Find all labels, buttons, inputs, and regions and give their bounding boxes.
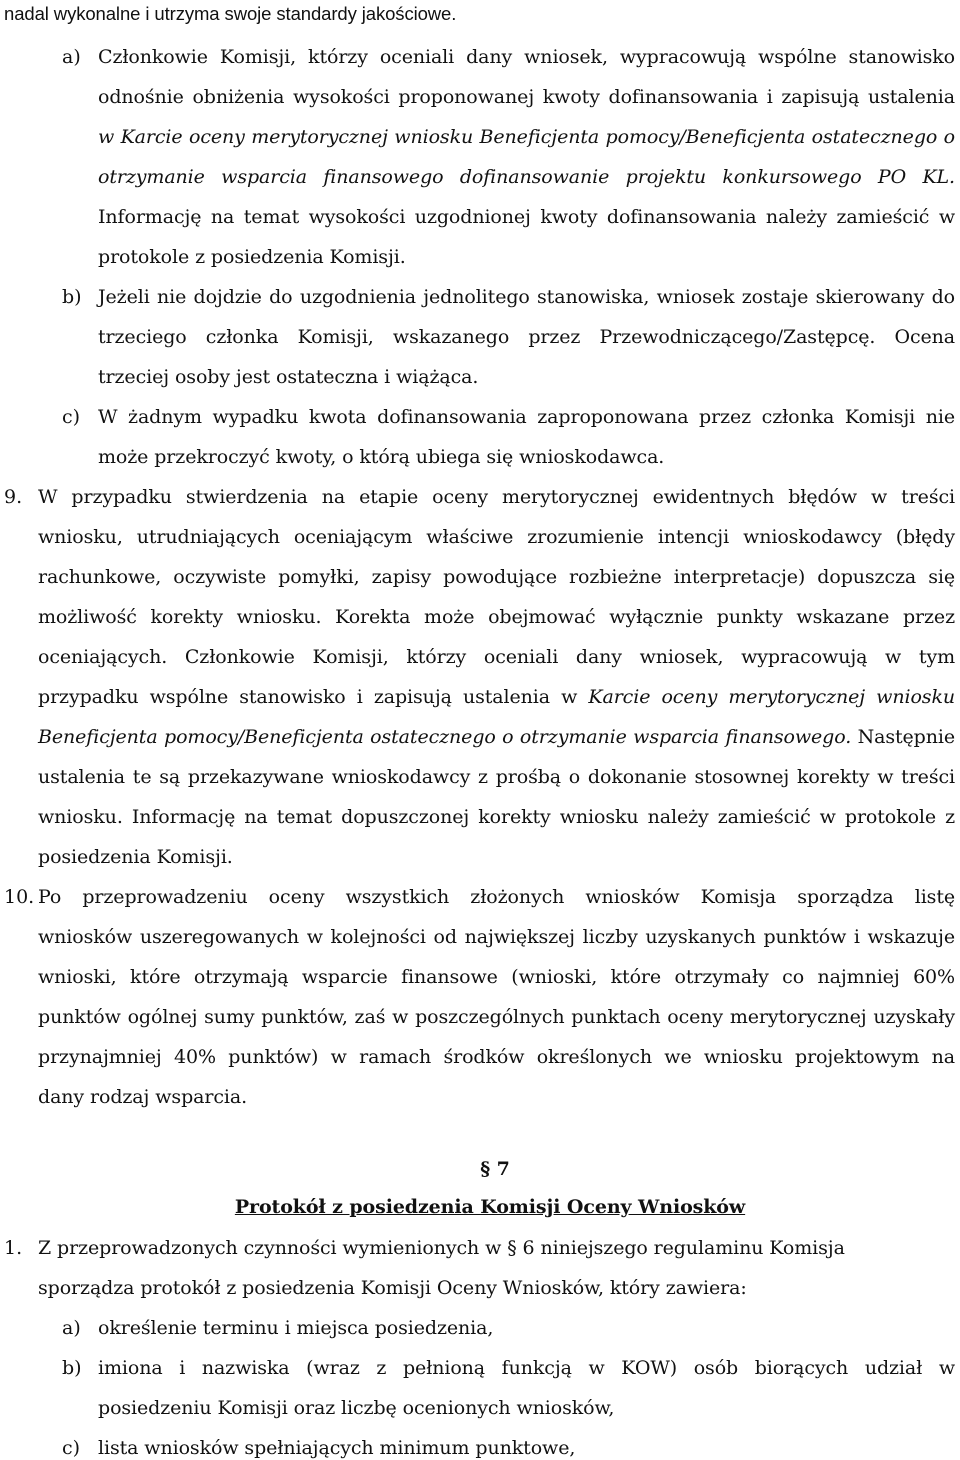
text-line: protokole z posiedzenia Komisji. (98, 246, 406, 268)
list-marker: 9. (4, 486, 23, 508)
list-marker: b) (62, 1357, 82, 1379)
text-line: możliwość korekty wniosku. Korekta może obejmować wyłącznie punkty wskazane przez (38, 606, 955, 628)
text-line: posiedzeniu Komisji oraz liczbę ocenionych wniosków, (98, 1397, 615, 1419)
list-marker: a) (62, 1317, 81, 1339)
text-line: odnośnie obniżenia wysokości proponowanej kwoty dofinansowania i zapisują ustalenia (98, 86, 955, 108)
text-line: Informację na temat wysokości uzgodnionej kwoty dofinansowania należy zamieścić w (98, 206, 955, 228)
text-line: Z przeprowadzonych czynności wymienionych w § 6 niniejszego regulaminu Komisja (38, 1237, 845, 1259)
list-marker: c) (62, 1437, 81, 1459)
text-span: Następnie (851, 726, 955, 748)
text-line: trzeciej osoby jest ostateczna i wiążąca. (98, 366, 479, 388)
list-marker: 10. (4, 886, 35, 908)
text-line: dany rodzaj wsparcia. (38, 1086, 248, 1108)
text-line: Jeżeli nie dojdzie do uzgodnienia jednolitego stanowiska, wniosek zostaje skierowany do (98, 286, 955, 308)
text-line: wniosku, utrudniających oceniającym właściwe zrozumienie intencji wnioskodawcy (błędy (38, 526, 955, 548)
italic-span: Karcie oceny merytorycznej wniosku (588, 686, 956, 708)
text-line: W przypadku stwierdzenia na etapie oceny merytorycznej ewidentnych błędów w treści (38, 486, 955, 508)
text-line (38, 685, 955, 709)
list-marker: b) (62, 286, 82, 308)
text-line: lista wniosków spełniających minimum punktowe, (98, 1437, 576, 1459)
text-line: nadal wykonalne i utrzyma swoje standardy jakościowe. (4, 3, 457, 24)
text-line: przynajmniej 40% punktów) w ramach środków określonych we wniosku projektowym na (38, 1046, 955, 1068)
text-line: wniosków uszeregowanych w kolejności od największej liczby uzyskanych punktów i wskazuje (38, 926, 955, 948)
text-line: może przekroczyć kwoty, o którą ubiega się wnioskodawca. (98, 446, 665, 468)
list-marker: c) (62, 406, 81, 428)
text-line: ustalenia te są przekazywane wnioskodawcy z prośbą o dokonanie stosownej korekty w treści (38, 766, 955, 788)
text-line: wniosku. Informację na temat dopuszczonej korekty wniosku należy zamieścić w protokole z (38, 806, 955, 828)
section-symbol: § 7 (480, 1158, 510, 1180)
text-line: oceniających. Członkowie Komisji, którzy oceniali dany wniosek, wypracowują w tym (38, 646, 955, 668)
text-line (38, 725, 955, 749)
text-line: rachunkowe, oczywiste pomyłki, zapisy powodujące rozbieżne interpretacje) dopuszcza się (38, 566, 955, 588)
list-marker: a) (62, 46, 81, 68)
list-marker: 1. (4, 1237, 23, 1259)
text-line: Po przeprowadzeniu oceny wszystkich złożonych wniosków Komisja sporządza listę (38, 886, 955, 908)
text-line: W żadnym wypadku kwota dofinansowania zaproponowana przez członka Komisji nie (98, 406, 955, 428)
text-line: sporządza protokół z posiedzenia Komisji Oceny Wniosków, który zawiera: (38, 1277, 747, 1299)
text-line: w Karcie oceny merytorycznej wniosku Beneficjenta pomocy/Beneficjenta ostatecznego o (98, 126, 955, 148)
text-line: trzeciego członka Komisji, wskazanego przez Przewodniczącego/Zastępcę. Ocena (98, 326, 955, 348)
text-line: punktów ogólnej sumy punktów, zaś w poszczególnych punktach oceny merytorycznej uzyskały (38, 1006, 955, 1028)
text-line: określenie terminu i miejsca posiedzenia, (98, 1317, 494, 1339)
italic-span: Beneficjenta pomocy/Beneficjenta ostatecznego o otrzymanie wsparcia finansowego. (38, 726, 852, 748)
section-title: Protokół z posiedzenia Komisji Oceny Wniosków (234, 1196, 746, 1218)
text-line: imiona i nazwiska (wraz z pełnioną funkcją w KOW) osób biorących udział w (98, 1357, 955, 1379)
text-line: wnioski, które otrzymają wsparcie finansowe (wnioski, które otrzymały co najmniej 60% (38, 966, 955, 988)
text-line: otrzymanie wsparcia finansowego dofinansowanie projektu konkursowego PO KL. (98, 166, 955, 188)
text-line: posiedzenia Komisji. (38, 846, 233, 868)
text-line: Członkowie Komisji, którzy oceniali dany wniosek, wypracowują wspólne stanowisko (98, 46, 955, 68)
text-span: przypadku wspólne stanowisko i zapisują ustalenia w (38, 686, 589, 708)
